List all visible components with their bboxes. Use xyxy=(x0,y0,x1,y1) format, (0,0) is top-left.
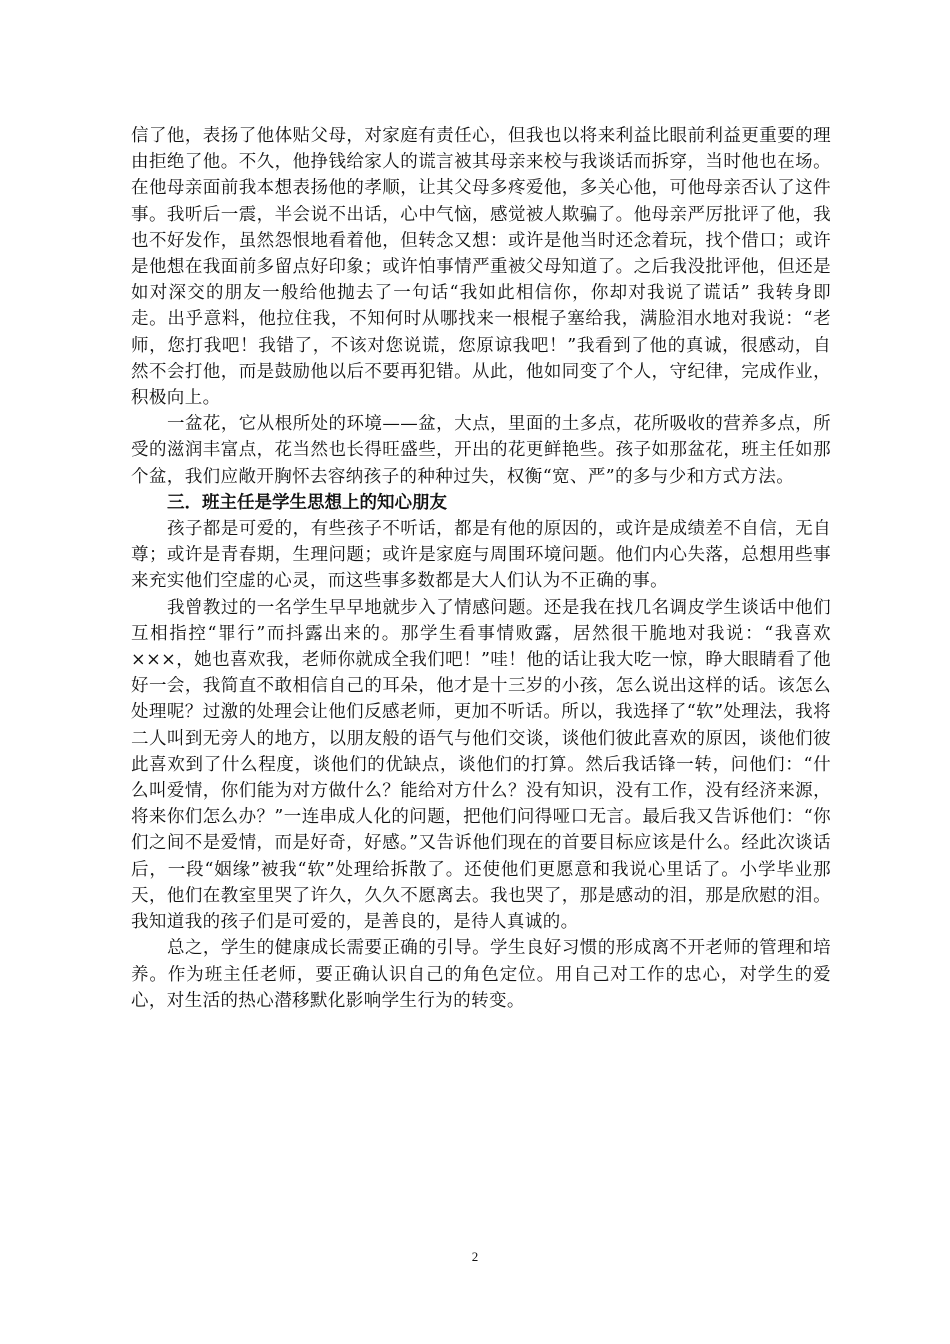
document-body xyxy=(131,123,831,1014)
section-heading: 三．班主任是学生思想上的知心朋友 xyxy=(167,492,447,513)
paragraph-flower-metaphor: 一盆花，它从根所处的环境——盆，大点，里面的土多点，花所吸收的营养多点，所受的滋润丰富点，花当然也长得旺盛些，开出的花更鲜艳些。孩子如那盆花，班主任如那个盆，我们应敞开胸怀去容纳孩子的种种过失，权衡“宽、严”的多与少和方式方法。 xyxy=(131,414,831,487)
paragraph-children-lovable: 孩子都是可爱的，有些孩子不听话，都是有他的原因的，或许是成绩差不自信，无自尊；或许是青春期，生理问题；或许是家庭与周围环境问题。他们内心失落，总想用些事来充实他们空虚的心灵，而这些事多数都是大人们认为不正确的事。 xyxy=(131,519,831,592)
paragraph-continuation: 信了他，表扬了他体贴父母，对家庭有责任心，但我也以将来利益比眼前利益更重要的理由拒绝了他。不久，他挣钱给家人的谎言被其母亲来校与我谈话而拆穿，当时他也在场。在他母亲面前我本想表扬他的孝顺，让其父母多疼爱他，多关心他，可他母亲否认了这件事。我听后一震，半会说不出话，心中气恼，感觉被人欺骗了。他母亲严厉批评了他，我也不好发作，虽然怨恨地看着他，但转念又想：或许是他当时还念着玩，找个借口；或许是他想在我面前多留点好印象；或许怕事情严重被父母知道了。之后我没批评他，但还是如对深交的朋友一般给他抛去了一句话“我如此相信你，你却对我说了谎话” 我转身即走。出乎意料，他拉住我，不知何时从哪找来一根棍子塞给我，满脸泪水地对我说：“老师，您打我吧！我错了，不该对您说谎，您原谅我吧！”我看到了他的真诚，很感动，自然不会打他，而是鼓励他以后不要再犯错。从此，他如同变了个人，守纪律，完成作业，积极向上。 xyxy=(131,126,831,409)
paragraph-conclusion: 总之，学生的健康成长需要正确的引导。学生良好习惯的形成离不开老师的管理和培养。作为班主任老师，要正确认识自己的角色定位。用自己对工作的忠心，对学生的爱心，对生活的热心潜移默化影响学生行为的转变。 xyxy=(131,938,831,1011)
page-number: 2 xyxy=(471,1249,479,1264)
paragraph-emotional-issue: 我曾教过的一名学生早早地就步入了情感问题。还是我在找几名调皮学生谈话中他们互相指控“罪行”而抖露出来的。那学生看事情败露，居然很干脆地对我说：“我喜欢×××，她也喜欢我，老师你就成全我们吧！”哇！他的话让我大吃一惊，睁大眼睛看了他好一会，我简直不敢相信自己的耳朵，他才是十三岁的小孩，怎么说出这样的话。该怎么处理呢？过激的处理会让他们反感老师，更加不听话。所以，我选择了“软”处理法，我将二人叫到无旁人的地方，以朋友般的语气与他们交谈，谈他们彼此喜欢的原因，谈他们彼此喜欢到了什么程度，谈他们的优缺点，谈他们的打算。然后我话锋一转，问他们：“什么叫爱情，你们能为对方做什么？能给对方什么？没有知识，没有工作，没有经济来源，将来你们怎么办？”一连串成人化的问题，把他们问得哑口无言。最后我又告诉他们：“你们之间不是爱情，而是好奇，好感。”又告诉他们现在的首要目标应该是什么。经此次谈话后，一段“姻缘”被我“软”处理给拆散了。还使他们更愿意和我说心里话了。小学毕业那天，他们在教室里哭了许久，久久不愿离去。我也哭了，那是感动的泪，那是欣慰的泪。我知道我的孩子们是可爱的，是善良的，是待人真诚的。 xyxy=(131,597,831,933)
